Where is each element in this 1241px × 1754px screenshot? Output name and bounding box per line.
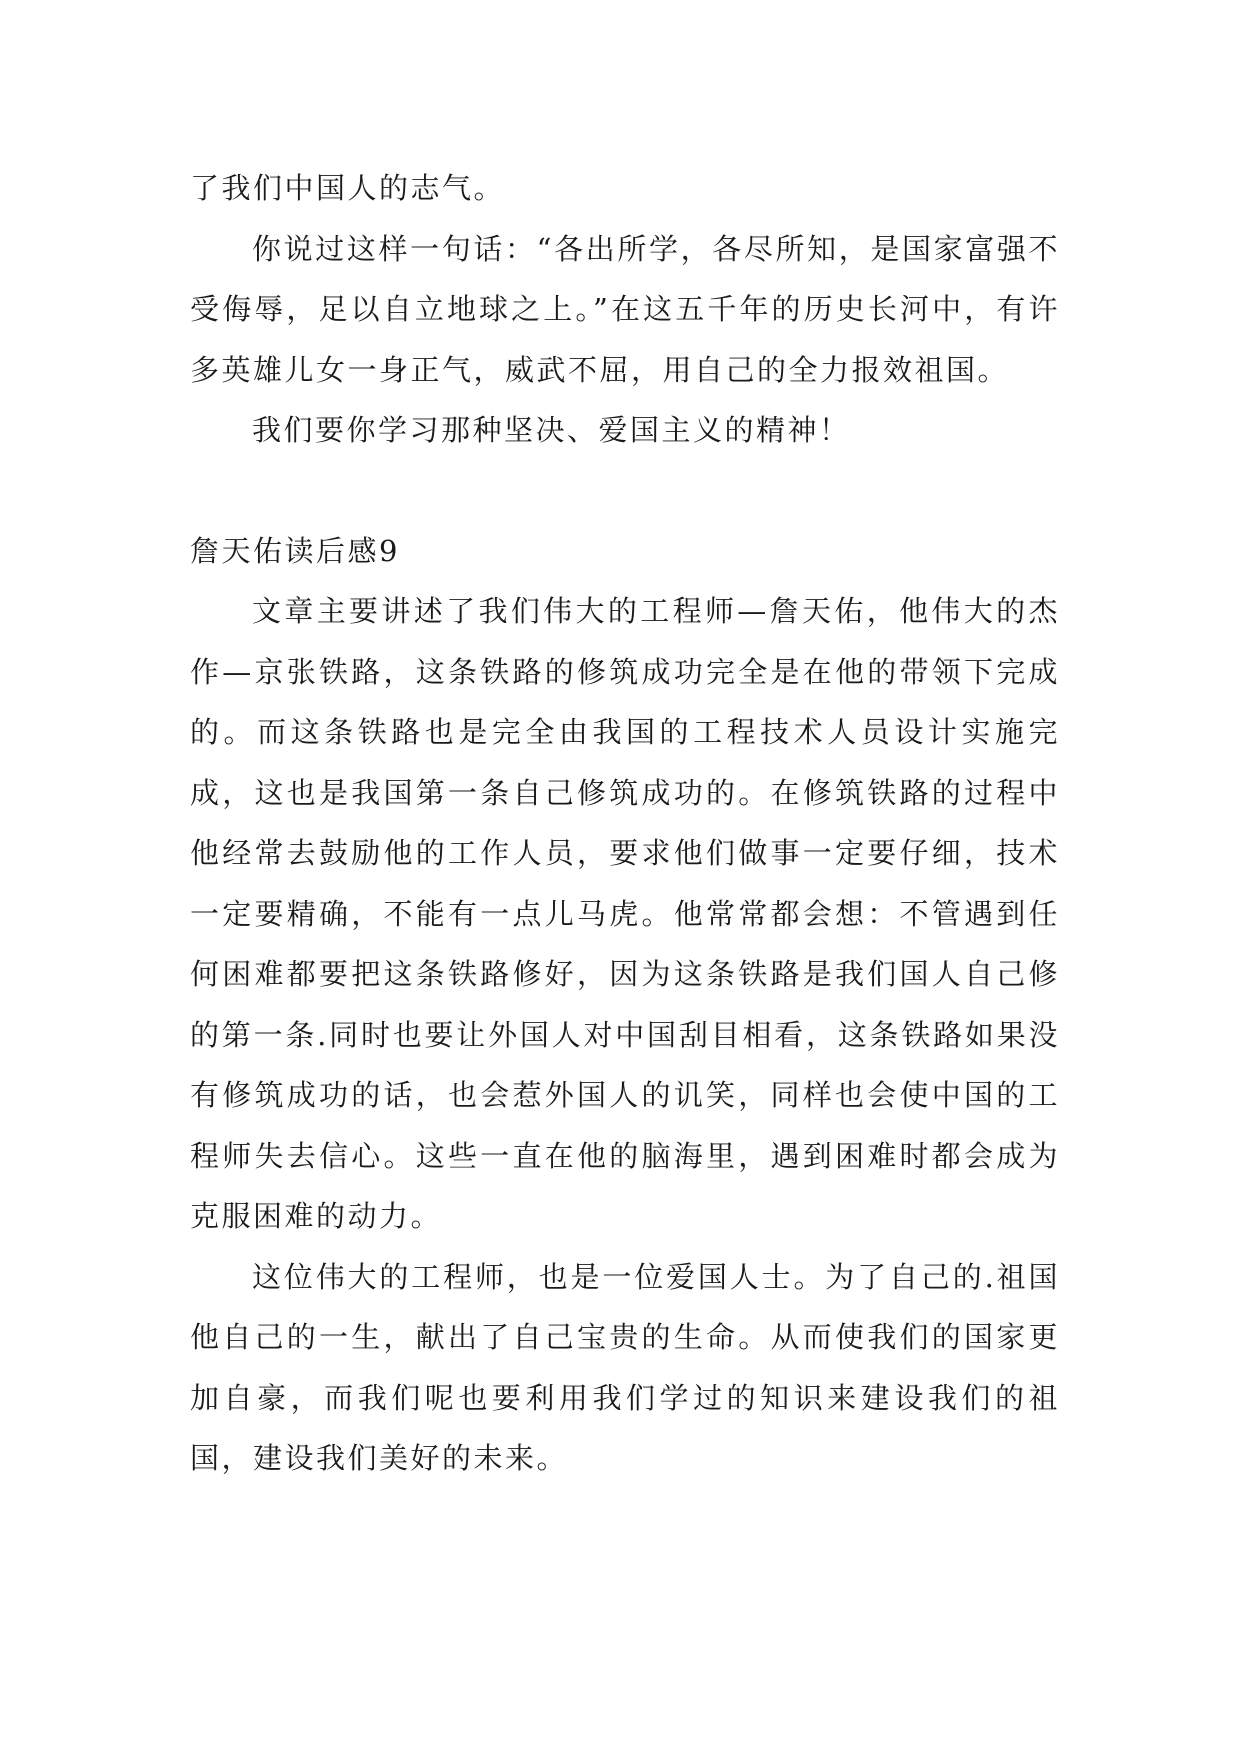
paragraph-conclusion: 这位伟大的工程师，也是一位爱国人士。为了自己的.祖国他自己的一生，献出了自己宝贵的生命。从而使我们的国家更加自豪，而我们呢也要利用我们学过的知识来建设我们的祖国，建设我们美好的未来。 (190, 1259, 1060, 1475)
paragraph-summary: 文章主要讲述了我们伟大的工程师—詹天佑，他伟大的杰作—京张铁路，这条铁路的修筑成功完全是在他的带领下完成的。而这条铁路也是完全由我国的工程技术人员设计实施完成，这也是我国第一条自己修筑成功的。在修筑铁路的过程中他经常去鼓励他的工作人员，要求他们做事一定要仔细，技术一定要精确，不能有一点儿马虎。他常常都会想：不管遇到任何困难都要把这条铁路修好，因为这条铁路是我们国人自己修的第一条.同时也要让外国人对中国刮目相看，这条铁路如果没有修筑成功的话，也会惹外国人的讥笑，同样也会使中国的工程师失去信心。这些一直在他的脑海里，遇到困难时都会成为克服困难的动力。 (190, 594, 1060, 1233)
paragraph-continuation: 了我们中国人的志气。 (190, 171, 506, 205)
section-gap (190, 461, 1060, 521)
section-heading: 詹天佑读后感9 (190, 533, 400, 568)
paragraph-closing: 我们要你学习那种坚决、爱国主义的精神！ (252, 413, 851, 447)
document-body (190, 158, 1060, 1489)
paragraph-quote: 你说过这样一句话：“各出所学，各尽所知，是国家富强不受侮辱，足以自立地球之上。”在这五千年的历史长河中，有许多英雄儿女一身正气，威武不屈，用自己的全力报效祖国。 (190, 231, 1060, 387)
